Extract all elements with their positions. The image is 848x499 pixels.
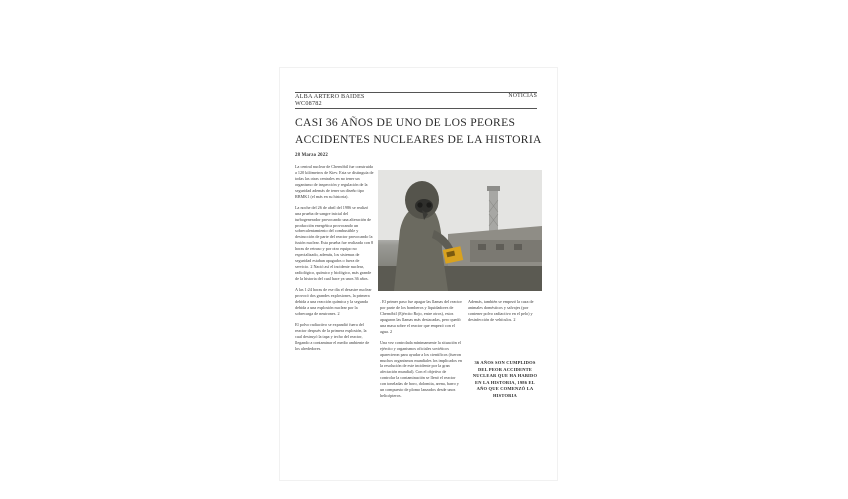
paragraph: . El primer paso fue apagar las llamas del reactor por parte de los bomberos y liquidadores de Chernóbil (Ejército Rojo, entre otros), estos apagaron las llamas más destacadas, pero quedó una masa sobre el reactor que empezó con el agua. 2 [380, 299, 462, 334]
article-column-3 [468, 299, 540, 328]
article-column-2 [380, 299, 462, 404]
section-label: NOTICIAS [508, 93, 537, 99]
article-column-1 [295, 164, 374, 357]
author-block [295, 94, 365, 107]
paragraph: A las 1:24 horas de ese día el desastre nuclear provocó dos grandes explosiones, la primera debida a una reacción química y la segunda debida a una explosión nuclear por la sobrecarga de neutrones. 2 [295, 287, 372, 316]
paragraph: El polvo radiactivo se expandió fuera del reactor después de la primera explosión, la cual destruyó la tapa y techo del reactor, llegando a contaminar el medio ambiente de los alrededores. [295, 321, 370, 351]
author-id: WC08782 [295, 99, 322, 107]
paragraph: Una vez controlada mínimamente la situación el ejército y organismos oficiales soviéticos aparecieron para ayudar a los científicos (fueron muchos organismos mundiales los implicados en la resolución de este incidente por la gran afectación mundial). Con el objetivo de controlar la contaminación se llenó el reactor con toneladas de boro, dolomita, arena, barro y un compuesto de plomo lanzados desde unos helicópteros. [380, 339, 462, 398]
article-date: 28 Marzo 2022 [295, 153, 328, 158]
paragraph: La central nuclear de Chernóbil fue construida a 120 kilómetros de Kiev. Esta se distinguía de todas las otras centrales en no tener un organismo de inspección y regulación de la seguridad además de tener un diseño tipo RBMK1 (el más en su historia). [295, 164, 374, 199]
article-photo [378, 170, 542, 291]
photo-illustration [378, 170, 542, 291]
paragraph: La noche del 26 de abril del 1986 se realizó una prueba de sangre inicial del turbogenerador provocando una alteración de producción energética provocando un sobrecalentamiento del combustible y destrucción de parte del reactor provocando la fusión nuclear. Esta prueba fue realizada con 8 horas de retraso y por otro equipo no especializado, además, los sistemas de seguridad estaban apagados o fuera de servicio. 2 Nació así el incidente nuclear, radiológico, químico y biológico, más grande de la historia del cual hace ya unos 36 años. [295, 204, 374, 281]
pull-quote: 36 AÑOS SON CUMPLIDOS DEL PEOR ACCIDENTE NUCLEAR QUE HA HABIDO EN LA HISTORIA, 1986 EL AÑO QUE COMENZÓ LA HISTORIA [472, 360, 538, 398]
author-name: ALBA ARTERO BAIDES [295, 93, 365, 100]
paragraph: Además, también se empezó la caza de animales domésticos y salvajes (por contener polvo radiactivo en el pelo) y desinfección de vehículos. 2 [468, 299, 534, 322]
article-title: CASI 36 AÑOS DE UNO DE LOS PEORES ACCIDENTES NUCLEARES DE LA HISTORIA [295, 116, 542, 146]
header-rule-bottom [295, 108, 537, 109]
